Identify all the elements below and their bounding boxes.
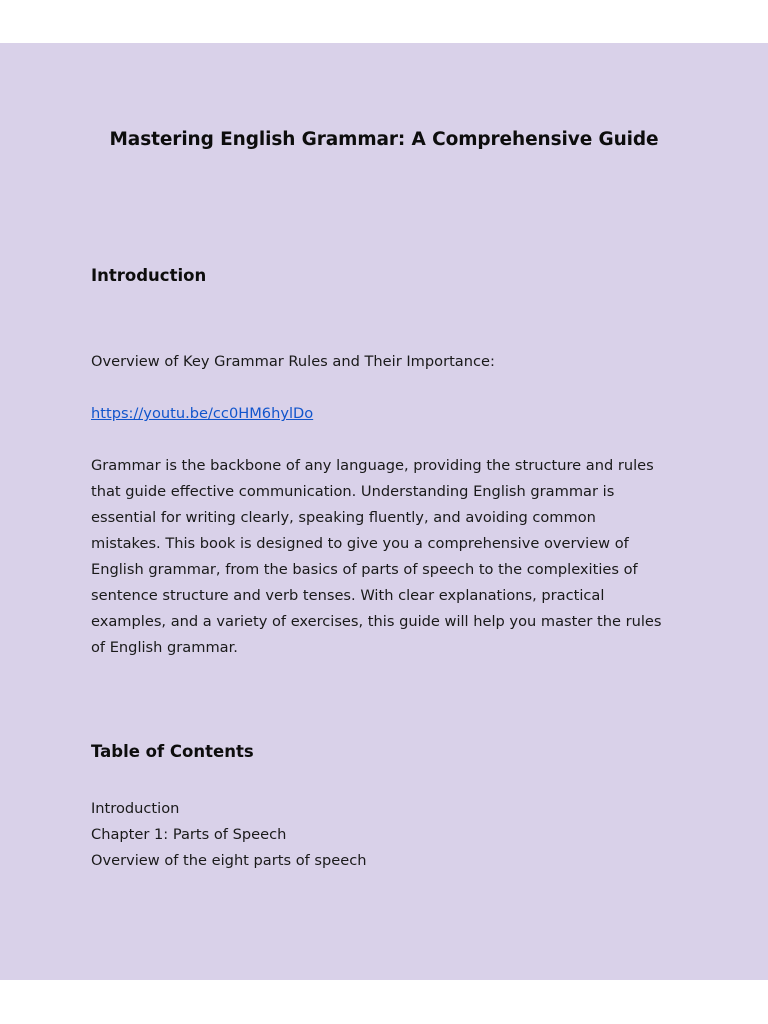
document-title: Mastering English Grammar: A Comprehensive Guide [109,129,659,150]
toc-item-introduction: Introduction [91,800,180,817]
video-link[interactable]: https://youtu.be/cc0HM6hylDo [91,405,314,422]
toc-list [91,796,367,874]
paragraph-line: Grammar is the backbone of any language, providing the structure and rules [91,457,654,474]
toc-item-chapter-1: Chapter 1: Parts of Speech [91,826,287,843]
paragraph-line: essential for writing clearly, speaking fluently, and avoiding common [91,509,596,526]
introduction-paragraph [91,453,691,661]
paragraph-line: mistakes. This book is designed to give you a comprehensive overview of [91,535,629,552]
paragraph-line: that guide effective communication. Understanding English grammar is [91,483,615,500]
toc-item-overview: Overview of the eight parts of speech [91,852,367,869]
overview-label: Overview of Key Grammar Rules and Their Importance: [91,353,495,370]
document-page [0,43,768,980]
toc-heading: Table of Contents [91,742,254,761]
paragraph-line: sentence structure and verb tenses. With clear explanations, practical [91,587,605,604]
introduction-heading: Introduction [91,266,207,285]
paragraph-line: examples, and a variety of exercises, this guide will help you master the rules [91,613,662,630]
paragraph-line: English grammar, from the basics of parts of speech to the complexities of [91,561,638,578]
paragraph-line: of English grammar. [91,639,238,656]
